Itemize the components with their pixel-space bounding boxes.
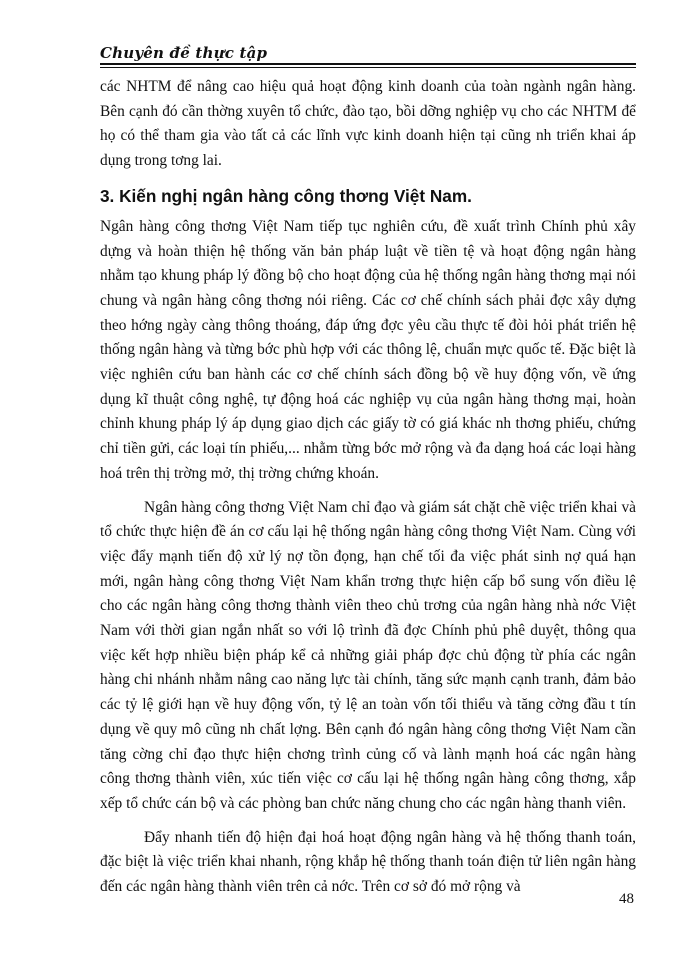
paragraph: Ngân hàng công thơng Việt Nam chỉ đạo và giám sát chặt chẽ việc triển khai và tổ chức thực hiện đề án cơ cấu lại hệ thống ngân hàng công thơng Việt Nam. Cùng với việc đẩy mạnh tiến độ xử lý nợ tồn đọng, hạn chế tối đa việc phát sinh nợ quá hạn mới, ngân hàng công thơng Việt Nam khẩn trơng thực hiện cấp bổ sung vốn điều lệ cho các ngân hàng công thơng thành viên theo chủ trơng của ngân hàng nhà nớc Việt Nam với thời gian ngắn nhất so với lộ trình đã đợc Chính phủ phê duyệt, thông qua việc kết hợp nhiều biện pháp kể cả những giải pháp đợc chủ động từ phía các ngân hàng chi nhánh nhằm nâng cao năng lực tài chính, tăng sức mạnh cạnh tranh, đảm bảo các tỷ lệ giới hạn về huy động vốn, tỷ lệ an toàn vốn tối thiểu và tăng cờng đầu t tín dụng về quy mô cũng nh chất lợng. Bên cạnh đó ngân hàng công thơng Việt Nam cần tăng cờng chỉ đạo thực hiện chơng trình củng cố và lành mạnh hoá các ngân hàng công thơng thành viên, xúc tiến việc cơ cấu lại hệ thống ngân hàng công thơng, xắp xếp tổ chức cán bộ và các phòng ban chức năng chung cho các ngân hàng thanh viên. (100, 498, 636, 812)
paragraph: Ngân hàng công thơng Việt Nam tiếp tục nghiên cứu, đề xuất trình Chính phủ xây dựng và hoàn thiện hệ thống văn bản pháp luật về tiền tệ và hoạt động ngân hàng nhằm tạo khung pháp lý đồng bộ cho hoạt động của hệ thống ngân hàng thơng mại nói chung và ngân hàng công thơng nói riêng. Các cơ chế chính sách phải đợc xây dựng theo hớng ngày càng thông thoáng, đáp ứng đợc yêu cầu thực tế đòi hỏi phát triển hệ thống ngân hàng và từng bớc phù hợp với các thông lệ, chuẩn mực quốc tế. Đặc biệt là việc nghiên cứu ban hành các cơ chế chính sách đồng bộ về huy động vốn, về ứng dụng kĩ thuật công nghệ, tự động hoá các nghiệp vụ của ngân hàng thơng mại, hoàn chỉnh khung pháp lý áp dụng giao dịch các giấy tờ có giá khác nh thơng phiếu, chứng chỉ tiền gửi, các loại tín phiếu,... nhằm từng bớc mở rộng và đa dạng hoá các loại hàng hoá trên thị trờng mở, thị trờng chứng khoán. (100, 217, 636, 482)
header-rule (100, 63, 636, 65)
section-heading: 3. Kiến nghị ngân hàng công thơng Việt Nam. (100, 185, 472, 206)
page-number: 48 (619, 891, 634, 907)
header-rule-thin (100, 67, 636, 68)
paragraph: Đẩy nhanh tiến độ hiện đại hoá hoạt động ngân hàng và hệ thống thanh toán, đặc biệt là việc triển khai nhanh, rộng khắp hệ thống thanh toán điện tử liên ngân hàng đến các ngân hàng thành viên trên cả nớc. Trên cơ sở đó mở rộng và (100, 828, 636, 896)
running-header-title: Chuyên đề thực tập (100, 44, 268, 62)
paragraph-continuation: các NHTM để nâng cao hiệu quả hoạt động kinh doanh của toàn ngành ngân hàng. Bên cạnh đó cần thờng xuyên tổ chức, đào tạo, bồi dỡng nghiệp vụ cho các NHTM để họ có thể tham gia vào tất cả các lĩnh vực kinh doanh hiện tại cũng nh triển khai áp dụng trong tơng lai. (100, 78, 636, 170)
body-text (100, 75, 636, 900)
